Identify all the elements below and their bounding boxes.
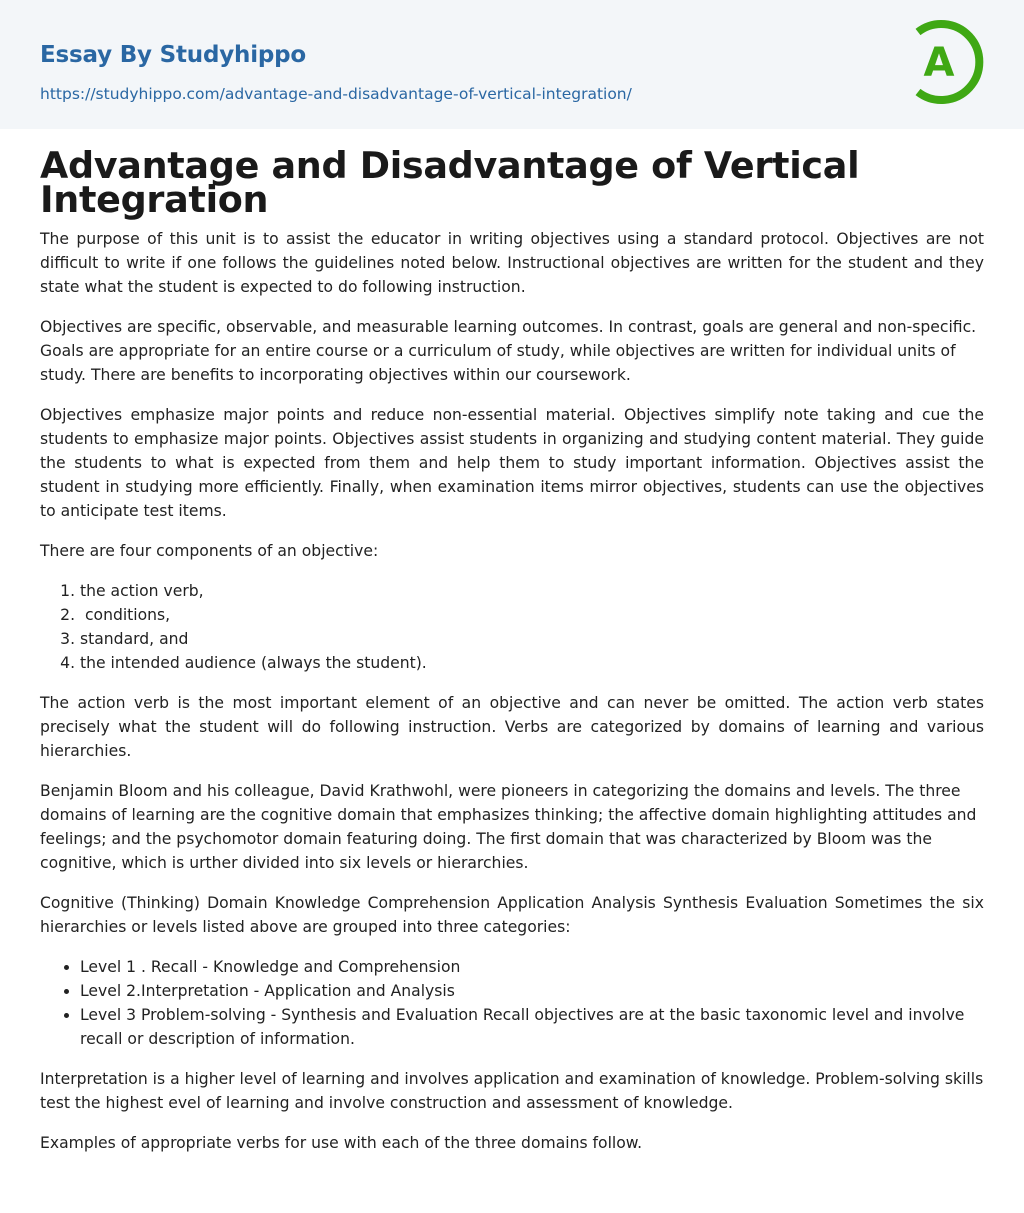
paragraph: The action verb is the most important element of an objective and can never be omitted. The action verb states precisely what the student will do following instruction. Verbs are categorized by domains of learning and various hierarchies. <box>40 694 984 760</box>
logo-letter: A <box>923 40 955 86</box>
list-item: 1. the action verb, <box>80 579 984 603</box>
paragraph: Objectives are specific, observable, and measurable learning outcomes. In contrast, goals are general and non-specific. Goals are appropriate for an entire course or a curriculum of study, while objectives are written for individual units of study. There are benefits to incorporating objectives within our coursework. <box>40 318 977 384</box>
paragraph: Benjamin Bloom and his colleague, David Krathwohl, were pioneers in categorizing the domains and levels. The three domains of learning are the cognitive domain that emphasizes thinking; the affective domain highlighting attitudes and feelings; and the psychomotor domain featuring doing. The first domain that was characterized by Bloom was the cognitive, which is urther divided into six levels or hierarchies. <box>40 782 977 872</box>
list-item: 3. standard, and <box>80 627 984 651</box>
paragraph: The purpose of this unit is to assist the educator in writing objectives using a standard protocol. Objectives are not difficult to write if one follows the guidelines noted below. Instructional objectives are written for the student and they state what the student is expected to do following instruction. <box>40 230 984 296</box>
list-item: • Level 3 Problem-solving - Synthesis and Evaluation Recall objectives are at the basic taxonomic level and involve recall or description of information. <box>80 1003 984 1051</box>
paragraph: Objectives emphasize major points and reduce non-essential material. Objectives simplify note taking and cue the students to emphasize major points. Objectives assist students in organizing and studying content material. They guide the students to what is expected from them and help them to study important information. Objectives assist the student in studying more efficiently. Finally, when examination items mirror objectives, students can use the objectives to anticipate test items. <box>40 406 984 520</box>
components-list <box>40 579 984 675</box>
paragraph: There are four components of an objective: <box>40 542 379 560</box>
page-title: Advantage and Disadvantage of Vertical Integration <box>40 144 860 221</box>
list-item: 2. conditions, <box>80 603 984 627</box>
list-item: • Level 1 . Recall - Knowledge and Comprehension <box>80 955 984 979</box>
list-item: • Level 2.Interpretation - Application and Analysis <box>80 979 984 1003</box>
paragraph: Cognitive (Thinking) Domain Knowledge Comprehension Application Analysis Synthesis Evaluation Sometimes the six hierarchies or levels listed above are grouped into three categories: <box>40 894 984 936</box>
studyhippo-logo-icon[interactable] <box>908 18 988 106</box>
site-header <box>0 0 1024 129</box>
brand-title[interactable]: Essay By Studyhippo <box>40 42 307 68</box>
levels-list <box>40 955 984 1051</box>
article-body <box>0 144 1024 1155</box>
list-item: 4. the intended audience (always the student). <box>80 651 984 675</box>
paragraph: Interpretation is a higher level of learning and involves application and examination of knowledge. Problem-solving skills test the highest evel of learning and involve construction and assessment of knowledge. <box>40 1070 984 1112</box>
source-url-link[interactable]: https://studyhippo.com/advantage-and-disadvantage-of-vertical-integration/ <box>40 85 632 103</box>
paragraph: Examples of appropriate verbs for use with each of the three domains follow. <box>40 1134 643 1152</box>
